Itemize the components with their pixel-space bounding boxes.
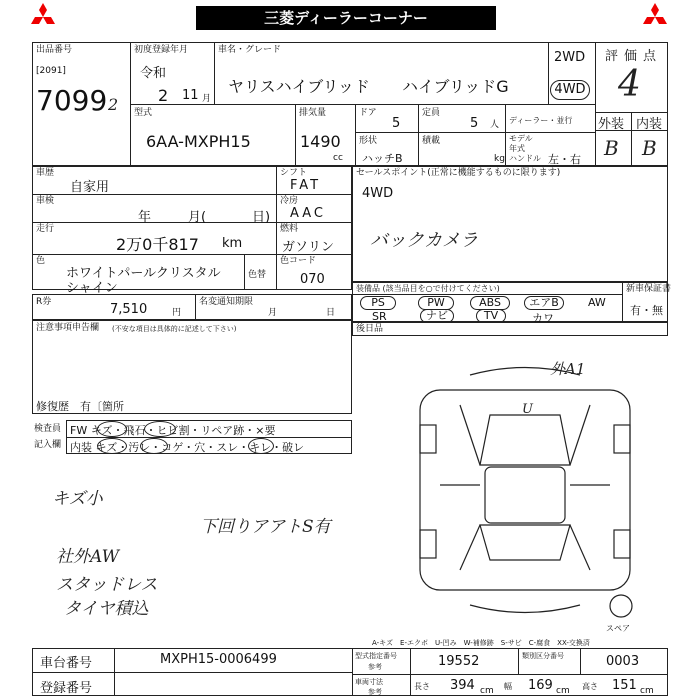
title-banner [196, 6, 496, 30]
inspection-label: 車検 [36, 196, 55, 206]
wid-value: 169 [528, 678, 553, 693]
page-title: 三菱ディーラーコーナー [264, 9, 428, 27]
model-label: 車名・グレード [218, 45, 282, 55]
mileage-value: 2万0千817 [116, 235, 199, 254]
inspection-month: 月( [188, 210, 207, 225]
hei-label: 高さ [582, 682, 598, 691]
reg-label: 初度登録年月 [134, 45, 189, 55]
spare-label: スペア [606, 624, 630, 633]
reg-year: 2 [158, 86, 169, 105]
equip-airbag[interactable]: エアB [524, 296, 564, 310]
recycle-value: 7,510 [110, 302, 148, 317]
circle-sure [248, 438, 274, 454]
type-label: 型式 [134, 108, 153, 118]
lot-mark: 2 [108, 95, 119, 114]
score-ext: B [604, 136, 619, 160]
handle-label: ハンドル [509, 154, 541, 163]
wid-label: 幅 [504, 682, 512, 691]
drive-4wd-circled: 4WD [550, 80, 590, 100]
chassis-label: 車台番号 [40, 656, 93, 671]
type-num-value: 19552 [438, 654, 480, 669]
reg-month-unit: 月 [202, 94, 212, 104]
load-label: 積載 [422, 136, 441, 146]
color-code-label: 色コード [280, 256, 317, 266]
hei-value: 151 [612, 678, 637, 693]
color-label: 色 [36, 256, 46, 266]
ac-value: AAC [290, 206, 326, 221]
disp-label: 排気量 [299, 108, 327, 118]
score-int-label: 内装 [636, 117, 663, 132]
model-grade: ハイブリッドG [402, 77, 509, 96]
type-num-ref: 参考 [368, 663, 382, 671]
notice-month: 月 [268, 308, 278, 318]
notes-label: 注意事項申告欄 [36, 323, 100, 333]
doors-value: 5 [392, 116, 401, 131]
shape-label: 形状 [359, 136, 378, 146]
mileage-label: 走行 [36, 224, 55, 234]
car-damage-diagram [400, 355, 650, 625]
history-label: 車歴 [36, 168, 55, 178]
color-num-label: 色替 [248, 270, 267, 280]
equip-tv[interactable]: TV [476, 309, 506, 323]
equip-navi[interactable]: ナビ [420, 309, 454, 323]
equip-abs[interactable]: ABS [470, 296, 510, 310]
cap-unit: 人 [490, 120, 500, 130]
shape-value: ハッチB [362, 152, 403, 165]
recycle-unit: 円 [172, 308, 182, 318]
sales-label: セールスポイント(正常に機能するものに限ります) [356, 168, 561, 178]
equip-aw: AW [588, 296, 606, 309]
score-int: B [642, 136, 657, 160]
rear-seat-label: 後日品 [356, 324, 384, 334]
len-value: 394 [450, 678, 475, 693]
sales-drive: 4WD [362, 186, 394, 201]
header-bar [0, 0, 700, 36]
hei-unit: cm [640, 686, 654, 696]
repair-history: 修復歴 有〔箇所 [36, 400, 124, 413]
circle-kizu-1 [97, 421, 127, 437]
fuel-value: ガソリン [282, 240, 335, 255]
lot-label: 出品番号 [36, 45, 73, 55]
hand-note-kizu: キズ小 [52, 489, 103, 509]
score-value: 4 [618, 64, 641, 105]
dealer-label: ディーラー・並行 [509, 116, 573, 125]
circle-yogore [140, 438, 168, 454]
check-label-2: 記入欄 [34, 440, 62, 450]
equip-leather: カワ [532, 312, 554, 325]
cat-num-value: 0003 [606, 654, 640, 669]
warranty-value: 有・無 [630, 304, 663, 317]
inspection-year: 年 [138, 210, 152, 225]
chassis-value: MXPH15-0006499 [160, 652, 277, 667]
len-unit: cm [480, 686, 494, 696]
mileage-unit: km [222, 236, 243, 251]
damage-legend: A-キズ E-エクボ U-凹み W-補修跡 S-サビ C-腐食 XX-交換済 [372, 639, 590, 647]
reg-era: 令和 [140, 66, 167, 81]
notice-day: 日 [326, 308, 336, 318]
warranty-label: 新車保証書 [626, 284, 672, 294]
type-value: 6AA-MXPH15 [146, 132, 251, 151]
shift-label: シフト [280, 168, 308, 178]
size-label: 車両寸法 [355, 678, 383, 686]
type-num-label: 型式指定番号 [355, 652, 397, 660]
modelyear-label: モデル 年式 [509, 134, 533, 153]
score-ext-label: 外装 [598, 117, 625, 132]
equip-pw[interactable]: PW [418, 296, 454, 310]
cat-num-label: 類別区分番号 [522, 652, 564, 660]
mitsubishi-logo-right [640, 3, 670, 31]
mitsubishi-logo-left [28, 3, 58, 31]
recycle-row [32, 294, 352, 320]
ac-label: 冷房 [280, 196, 299, 206]
recycle-label: R券 [36, 297, 52, 307]
shift-value: FAT [290, 178, 322, 193]
inspection-day: 日) [252, 210, 271, 225]
equip-ps[interactable]: PS [360, 296, 396, 310]
check-row-2: 内装 キズ・汚レ・コゲ・穴・スレ・キレ・破レ [70, 441, 305, 454]
cap-label: 定員 [422, 108, 441, 118]
drive-2wd: 2WD [554, 50, 586, 65]
diagram-mark-u: U [522, 402, 533, 417]
disp-unit: cc [333, 153, 343, 163]
hand-note-aw: 社外AW [56, 547, 120, 567]
cap-value: 5 [470, 116, 479, 131]
len-label: 長さ [414, 682, 430, 691]
reg-month: 11 [182, 88, 199, 103]
lot-code: [2091] [36, 66, 66, 76]
size-ref: 参考 [368, 688, 382, 696]
check-row-1: FW キズ・飛石・ヒビ割・リペア跡・×要 [70, 424, 276, 437]
score-label: 評価点 [605, 49, 663, 64]
fuel-label: 燃料 [280, 224, 299, 234]
model-name: ヤリスハイブリッド [228, 77, 370, 96]
hand-note-underbody: 下回りアアトS有 [200, 517, 331, 537]
history-value: 自家用 [70, 180, 110, 195]
disp-value: 1490 [300, 132, 341, 151]
color-line2: シャイン [66, 281, 118, 296]
hand-note-studless: スタッドレス [56, 575, 158, 595]
notice-label: 名変通知期限 [199, 297, 254, 307]
hand-note-tires: タイヤ積込 [64, 599, 149, 619]
wid-unit: cm [556, 686, 570, 696]
circle-kizu-2 [97, 438, 127, 454]
equip-label: 装備品 (該当品目を○で付けてください) [356, 284, 500, 293]
color-line1: ホワイトパールクリスタル [66, 266, 221, 281]
sales-block [352, 166, 668, 282]
check-label-1: 検査員 [34, 424, 62, 434]
regnum-label: 登録番号 [40, 681, 93, 696]
circle-tobiishi [144, 421, 176, 437]
sales-handwritten: バックカメラ [370, 230, 478, 251]
rear-seat-block [352, 322, 668, 336]
load-unit: kg [494, 154, 505, 164]
color-code: 070 [300, 272, 325, 287]
notes-hint: (不安な項目は具体的に記述して下さい) [112, 325, 237, 333]
lot-number: 7099 [36, 84, 108, 117]
doors-label: ドア [359, 108, 377, 118]
equip-sr: SR [372, 310, 387, 323]
diagram-mark-a1: 外A1 [550, 360, 586, 378]
handle-value: 左・右 [548, 153, 581, 166]
